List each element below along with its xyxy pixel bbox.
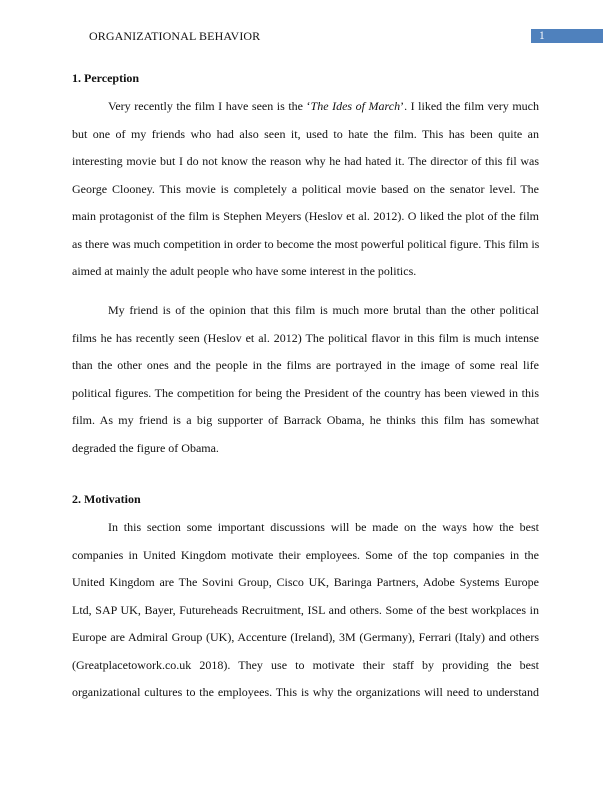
paragraph-line: Europe are Admiral Group (UK), Accenture (Ireland), 3M (Germany), Ferrari (Italy) and others — [72, 630, 539, 644]
paragraph-line: degraded the figure of Obama. — [72, 440, 219, 455]
paragraph-line: political figures. The competition for being the President of the country has been viewed in this — [72, 385, 539, 400]
paragraph-line: Very recently the film I have seen is the ‘The Ides of March’. I liked the film very much — [108, 99, 540, 113]
section-heading-perception: 1. Perception — [72, 71, 140, 85]
paragraph-line: My friend is of the opinion that this film is much more brutal than the other political — [108, 303, 539, 317]
running-header: ORGANIZATIONAL BEHAVIOR — [89, 29, 261, 43]
paragraph-line: companies in United Kingdom motivate their employees. Some of the top companies in the — [72, 547, 539, 562]
paragraph-perception-2 — [72, 303, 539, 468]
paragraph-line: Ltd, SAP UK, Bayer, Futureheads Recruitment, ISL and others. Some of the best workplaces in — [72, 602, 539, 617]
paragraph-line: but one of my friends who had also seen it, used to hate the film. This has been quite an — [72, 126, 539, 141]
paragraph-line: United Kingdom are The Sovini Group, Cisco UK, Baringa Partners, Adobe Systems Europe — [72, 575, 539, 589]
paragraph-perception-1 — [72, 99, 539, 292]
section-heading-motivation: 2. Motivation — [72, 492, 141, 506]
paragraph-line: (Greatplacetowork.co.uk 2018). They use to motivate their staff by providing the best — [72, 657, 539, 672]
page-number-badge: 1 — [531, 29, 603, 43]
paragraph-line: In this section some important discussions will be made on the ways how the best — [108, 520, 539, 534]
paragraph-line: film. As my friend is a big supporter of Barrack Obama, he thinks this film has somewhat — [72, 413, 539, 427]
paragraph-line: organizational cultures to the employees. This is why the organizations will need to understand — [72, 685, 539, 699]
paragraph-line: aimed at mainly the adult people who have some interest in the politics. — [72, 264, 417, 278]
paragraph-line: films he has recently seen (Heslov et al. 2012) The political flavor in this film is much intense — [72, 330, 539, 345]
paragraph-line: than the other ones and the people in the films are portrayed in the image of some real life — [72, 358, 539, 372]
paragraph-line: interesting movie but I do not know the reason why he had hated it. The director of this fil was — [72, 154, 539, 168]
paragraph-line: main protagonist of the film is Stephen Meyers (Heslov et al. 2012). O liked the plot of the film — [72, 209, 539, 223]
paragraph-motivation-1 — [72, 520, 539, 713]
paragraph-line: as there was much competition in order to become the most powerful political figure. This film is — [72, 236, 540, 251]
film-title: The Ides of March — [310, 99, 401, 113]
paragraph-line: George Clooney. This movie is completely a political movie based on the senator level. The — [72, 181, 539, 196]
